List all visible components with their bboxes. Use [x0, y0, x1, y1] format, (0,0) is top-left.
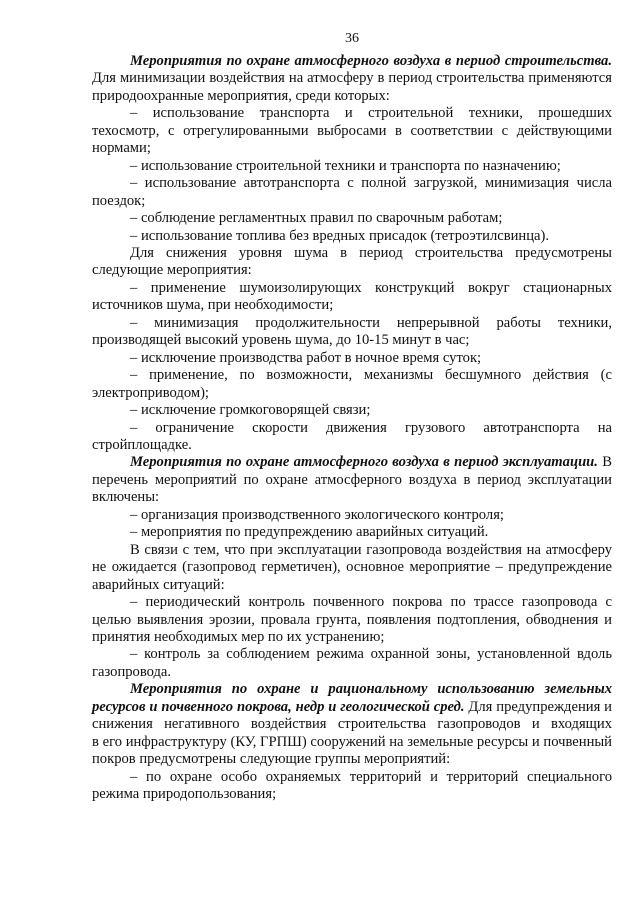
construction-intro-text: Для минимизации воздействия на атмосферу в период строительства применяются природоохранные мероприятия, среди которых: [92, 70, 612, 104]
operation-heading: Мероприятия по охране атмосферного воздуха в период эксплуатации. [130, 454, 598, 471]
list-item: – ограничение скорости движения грузового автотранспорта на стройплощадке. [92, 419, 612, 453]
construction-heading: Мероприятия по охране атмосферного воздуха в период строительства. [130, 53, 612, 69]
land-intro-continued: в его инфраструктуру (КУ, ГРПШ) сооружений на земельные ресурсы и почвенный покров предусмотрены следующие группы мероприятий: [92, 733, 612, 768]
list-item: – использование строительной техники и транспорта по назначению; [130, 157, 561, 174]
list-item: – мероприятия по предупреждению аварийных ситуаций. [130, 524, 489, 541]
noise-intro: Для снижения уровня шума в период строительства предусмотрены следующие мероприятия: [92, 244, 612, 279]
document-page [92, 30, 612, 803]
list-item: – использование автотранспорта с полной загрузкой, минимизация числа поездок; [92, 175, 612, 209]
list-item: – исключение производства работ в ночное время суток; [130, 349, 482, 366]
list-item: – соблюдение регламентных правил по сварочным работам; [130, 210, 503, 227]
list-item: – использование транспорта и строительной техники, прошедших техосмотр, с отрегулированными выбросами в соответствии с действующими нормами; [92, 105, 612, 157]
construction-intro [92, 53, 612, 105]
operation-paragraph: В связи с тем, что при эксплуатации газопровода воздействия на атмосферу не ожидается (газопровод герметичен), основное мероприятие – предупреждение аварийных ситуаций: [92, 541, 612, 593]
land-intro [92, 681, 612, 733]
list-item: – применение, по возможности, механизмы бесшумного действия (с электроприводом); [92, 367, 612, 401]
list-item: – исключение громкоговорящей связи; [130, 402, 371, 419]
list-item: – контроль за соблюдением режима охранной зоны, установленной вдоль газопровода. [92, 646, 612, 680]
list-item: – периодический контроль почвенного покрова по трассе газопровода с целью выявления эрозии, провала грунта, появления подтопления, обводнения и принятия необходимых мер по их устранению; [92, 594, 612, 645]
page-number: 36 [345, 31, 359, 46]
list-item: – использование топлива без вредных присадок (тетроэтилсвинца). [130, 227, 550, 244]
operation-intro-text: В перечень мероприятий по охране атмосферного воздуха в период эксплуатации включены: [92, 454, 612, 506]
list-item: – минимизация продолжительности непрерывной работы техники, производящей высокий уровень шума, до 10-15 минут в час; [92, 314, 612, 349]
land-heading: Мероприятия по охране и рациональному использованию земельных ресурсов и почвенного покрова, недр и геологической сред. [92, 681, 612, 715]
land-intro-text-a: Для предупреждения и снижения негативного воздействия строительства газопроводов и входящих [92, 698, 612, 733]
list-item: – организация производственного экологического контроля; [130, 506, 504, 523]
list-item: – по охране особо охраняемых территорий и территорий специального режима природопользования; [92, 768, 612, 803]
operation-intro [92, 454, 612, 506]
list-item: – применение шумоизолирующих конструкций вокруг стационарных источников шума, при необходимости; [92, 279, 612, 314]
